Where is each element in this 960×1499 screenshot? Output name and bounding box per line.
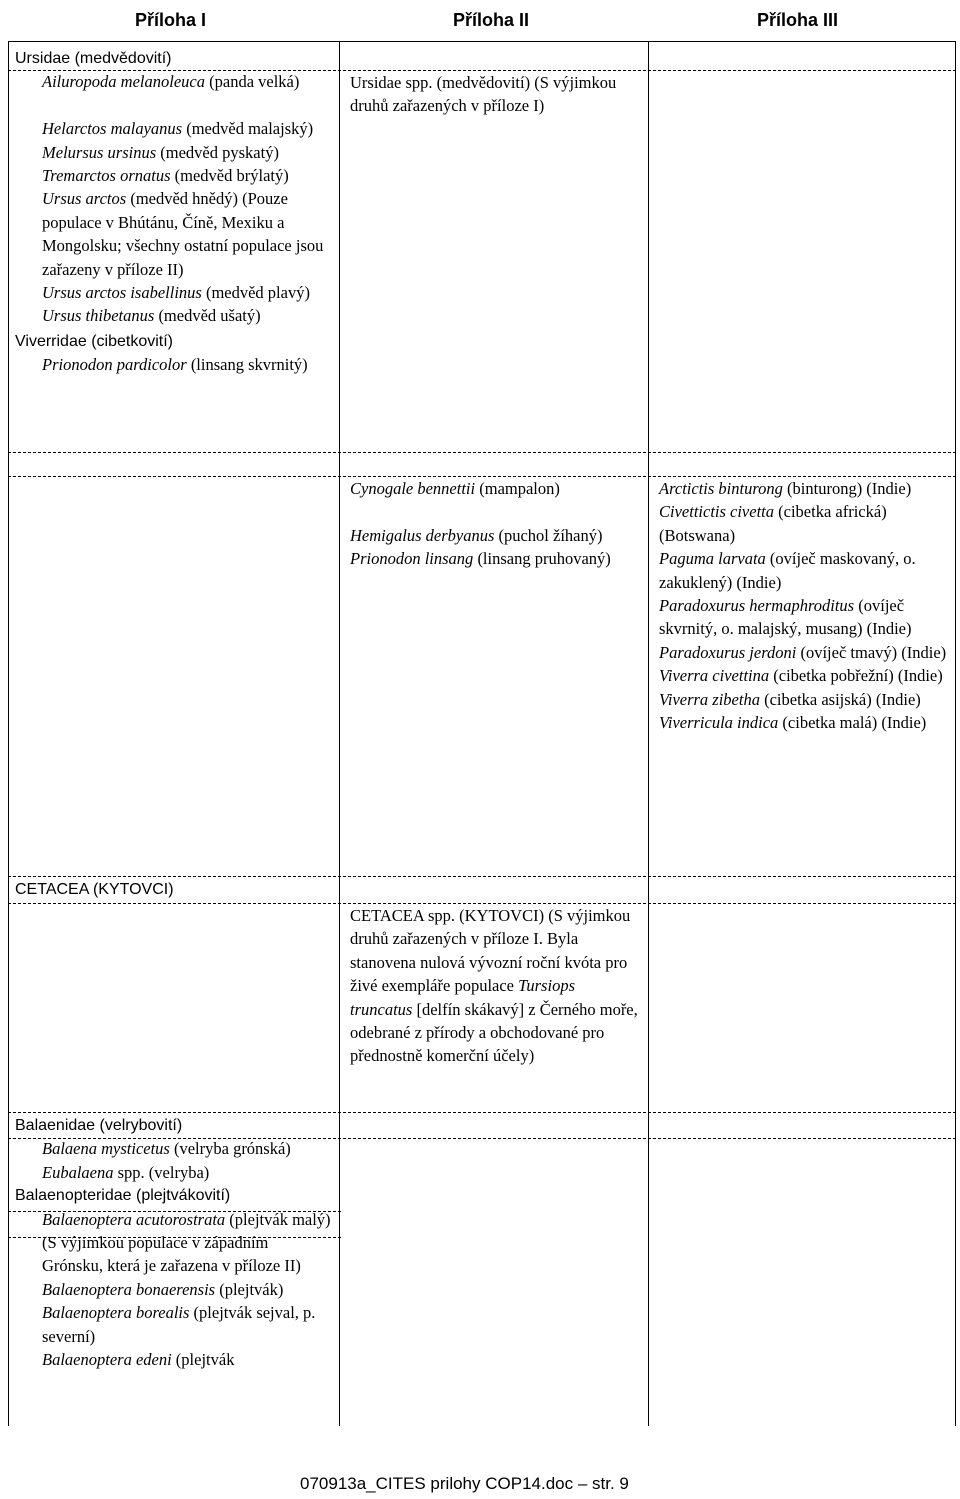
annex-2-viverridae xyxy=(350,477,640,571)
row-divider xyxy=(8,1112,956,1113)
species-entry: Balaenoptera acutorostrata (plejtvák malý) (S výjimkou populace v západním Grónsku, která je zařazena v příloze II) xyxy=(42,1209,331,1276)
species-entry: Balaenoptera bonaerensis (plejtvák) xyxy=(42,1279,284,1299)
family-balaenopteridae: Balaenopteridae (plejtvákovití) xyxy=(15,1187,231,1205)
species-entry: Viverra zibetha (cibetka asijská) (Indie) xyxy=(659,689,921,709)
annex-1-column xyxy=(15,47,333,377)
header-annex-1: Příloha I xyxy=(135,10,207,30)
species-entry: Ailuropoda melanoleuca (panda velká) xyxy=(42,72,300,92)
species-entry: Melursus ursinus (medvěd pyskatý) xyxy=(42,142,279,162)
page-footer: 070913a_CITES prilohy COP14.doc – str. 9 xyxy=(300,1474,629,1493)
species-entry: Ursus arctos isabellinus (medvěd plavý) xyxy=(42,283,310,303)
species-entry: Viverricula indica (cibetka malá) (Indie) xyxy=(659,713,927,733)
column-divider-1 xyxy=(339,41,340,1426)
family-viverridae: Viverridae (cibetkovití) xyxy=(15,332,173,350)
table-right-border xyxy=(955,41,956,1426)
row-divider xyxy=(8,452,956,453)
species-entry: Viverra civettina (cibetka pobřežní) (Indie) xyxy=(659,666,943,686)
species-entry: Tremarctos ornatus (medvěd brýlatý) xyxy=(42,166,289,186)
header-annex-2: Příloha II xyxy=(453,10,530,30)
species-entry: Balaenoptera borealis (plejtvák sejval, p. severní) xyxy=(42,1303,316,1346)
header-annex-3: Příloha III xyxy=(757,10,839,30)
species-entry: Civettictis civetta (cibetka africká) (Botswana) xyxy=(659,502,887,545)
species-entry: Prionodon pardicolor (linsang skvrnitý) xyxy=(42,355,308,375)
cetacea-spp-entry: CETACEA spp. (KYTOVCI) (S výjimkou druhů zařazených v příloze I. Byla stanovena nulová vývozní roční kvóta pro živé exempláře populace Tursiops truncatus [delfín skákavý] z Černého moře, odebrané z přírody a obchodované pro přednostně komerční účely) xyxy=(350,906,638,1066)
species-entry: Helarctos malayanus (medvěd malajský) xyxy=(42,119,314,139)
species-entry: Ursus thibetanus (medvěd ušatý) xyxy=(42,306,261,326)
column-divider-2 xyxy=(648,41,649,1426)
family-balaenidae: Balaenidae (velrybovití) xyxy=(15,1117,183,1134)
annex-3-viverridae xyxy=(659,477,949,734)
species-entry: Paradoxurus jerdoni (ovíječ tmavý) (Indie) xyxy=(659,642,947,662)
species-entry: Cynogale bennettii (mampalon) xyxy=(350,479,560,498)
species-entry: Ursus arctos (medvěd hnědý) (Pouze populace v Bhútánu, Číně, Mexiku a Mongolsku; všechny ostatní populace jsou zařazeny v příloze II) xyxy=(42,189,324,279)
annex-2-ursidae xyxy=(350,71,640,118)
species-entry: Paradoxurus hermaphroditus (ovíječ skvrnitý, o. malajský, musang) (Indie) xyxy=(659,596,912,639)
annex-1-whales xyxy=(15,1114,333,1371)
family-ursidae: Ursidae (medvědovití) xyxy=(15,50,172,67)
annex-1-cetacea xyxy=(15,878,333,901)
order-cetacea: CETACEA (KYTOVCI) xyxy=(15,881,174,898)
species-entry: Prionodon linsang (linsang pruhovaný) xyxy=(350,549,611,569)
species-entry: Eubalaena spp. (velryba) xyxy=(42,1162,210,1182)
table-top-border xyxy=(8,41,956,42)
species-entry: Paguma larvata (ovíječ maskovaný, o. zakuklený) (Indie) xyxy=(659,549,916,592)
species-entry: Arctictis binturong (binturong) (Indie) xyxy=(659,479,912,498)
table-left-border xyxy=(8,41,9,1426)
ursidae-spp-entry: Ursidae spp. (medvědovití) (S výjimkou druhů zařazených v příloze I) xyxy=(350,73,617,116)
annex-2-cetacea xyxy=(350,904,640,1068)
species-entry: Balaena mysticetus (velryba grónská) xyxy=(42,1139,291,1159)
species-entry: Hemigalus derbyanus (puchol žíhaný) xyxy=(350,525,603,545)
species-entry: Balaenoptera edeni (plejtvák xyxy=(42,1350,235,1370)
row-divider xyxy=(8,876,956,877)
